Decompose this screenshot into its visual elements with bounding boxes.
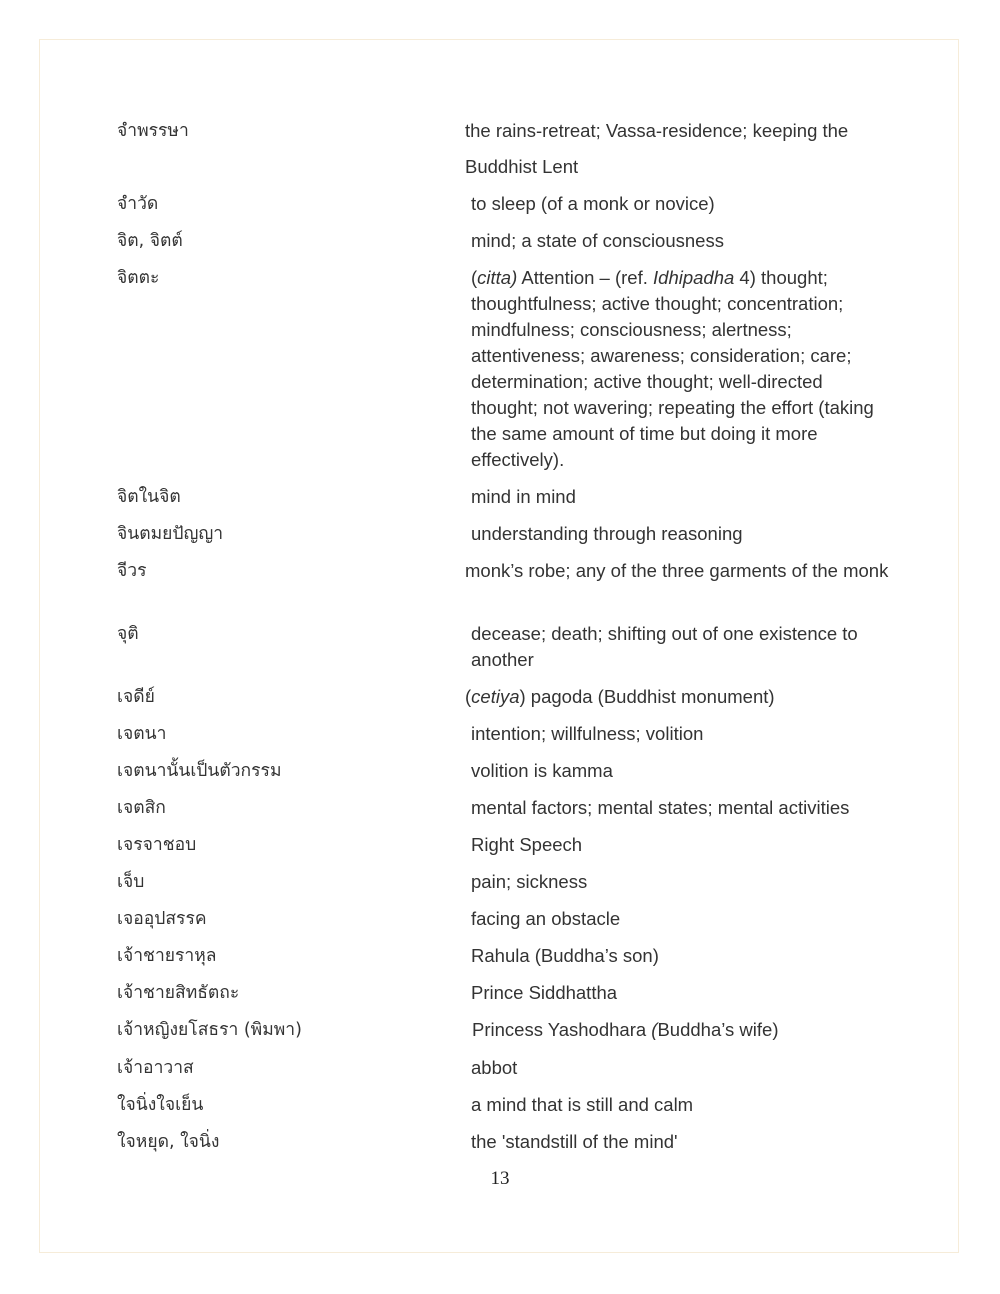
glossary-term: เจตนา [117, 724, 167, 744]
glossary-term: จำวัด [117, 194, 159, 214]
glossary-term: เจออุปสรรค [117, 909, 207, 929]
glossary-term: จิต, จิตต์ [117, 231, 183, 251]
glossary-term: จีวร [117, 561, 147, 581]
glossary-definition: decease; death; shifting out of one existence to another [471, 623, 858, 670]
glossary-term: จิตในจิต [117, 487, 181, 507]
glossary-definition: Right Speech [471, 834, 583, 855]
glossary-definition: intention; willfulness; volition [471, 723, 704, 744]
glossary-term: จุติ [117, 624, 139, 644]
definition-text: Princess Yashodhara [472, 1019, 652, 1040]
glossary-term: เจ้าหญิงยโสธรา (พิมพา) [117, 1020, 302, 1040]
glossary-definition: pain; sickness [471, 871, 588, 892]
glossary-definition-continuation: Buddhist Lent [465, 156, 579, 177]
glossary-term: ใจหยุด, ใจนิ่ง [117, 1132, 220, 1152]
glossary-definition: facing an obstacle [471, 908, 621, 929]
glossary-term: เจตสิก [117, 798, 166, 818]
definition-text: ( [471, 267, 478, 288]
glossary-definition: a mind that is still and calm [471, 1094, 694, 1115]
page-number: 13 [490, 1168, 510, 1189]
definition-text: Attention – (ref. [517, 267, 654, 288]
glossary-term: จิตตะ [117, 268, 160, 288]
glossary-definition: mind; a state of consciousness [471, 230, 724, 251]
italic-paren: ( [651, 1019, 658, 1040]
glossary-definition: understanding through reasoning [471, 523, 743, 544]
glossary-term: ใจนิ่งใจเย็น [117, 1095, 204, 1115]
glossary-term: จินตมยปัญญา [117, 524, 224, 544]
glossary-definition: abbot [471, 1057, 518, 1078]
pali-term: citta) [477, 267, 518, 288]
glossary-definition: monk’s robe; any of the three garments of the monk [465, 560, 889, 581]
glossary-term: เจ้าชายสิทธัตถะ [117, 983, 240, 1003]
glossary-term: เจ้าอาวาส [117, 1058, 194, 1078]
glossary-definition: Rahula (Buddha’s son) [471, 945, 659, 966]
glossary-definition [465, 684, 890, 710]
glossary-term: เจรจาชอบ [117, 835, 197, 855]
glossary-definition: volition is kamma [471, 760, 613, 781]
definition-text: ( [465, 686, 472, 707]
glossary-definition: the 'standstill of the mind' [471, 1131, 678, 1152]
glossary-definition: mental factors; mental states; mental activities [471, 797, 850, 818]
glossary-definition [471, 265, 891, 473]
glossary-term: เจ็บ [117, 872, 145, 892]
glossary-term: จำพรรษา [117, 121, 189, 141]
glossary-term: เจดีย์ [117, 687, 155, 707]
pali-term: cetiya [471, 686, 520, 707]
definition-text: 4) thought; thoughtfulness; active thought; concentration; mindfulness; consciousness; alertness; attentiveness; awareness; consideration; care; determination; active thought; well-directed thought; not wavering; repeating the effort (taking the same amount of time but doing it more effectively). [471, 267, 874, 470]
glossary-term: เจ้าชายราหุล [117, 946, 217, 966]
glossary-definition: to sleep (of a monk or novice) [471, 193, 715, 214]
glossary-definition: mind in mind [471, 486, 576, 507]
glossary-definition: the rains-retreat; Vassa-residence; keeping the [465, 120, 849, 141]
definition-text: ) pagoda (Buddhist monument) [519, 686, 775, 707]
glossary-definition: Prince Siddhattha [471, 982, 618, 1003]
pali-term: Idhipadha [653, 267, 735, 288]
definition-text: Buddha’s wife) [657, 1019, 779, 1040]
glossary-definition [472, 1017, 897, 1043]
glossary-term: เจตนานั้นเป็นตัวกรรม [117, 761, 282, 781]
